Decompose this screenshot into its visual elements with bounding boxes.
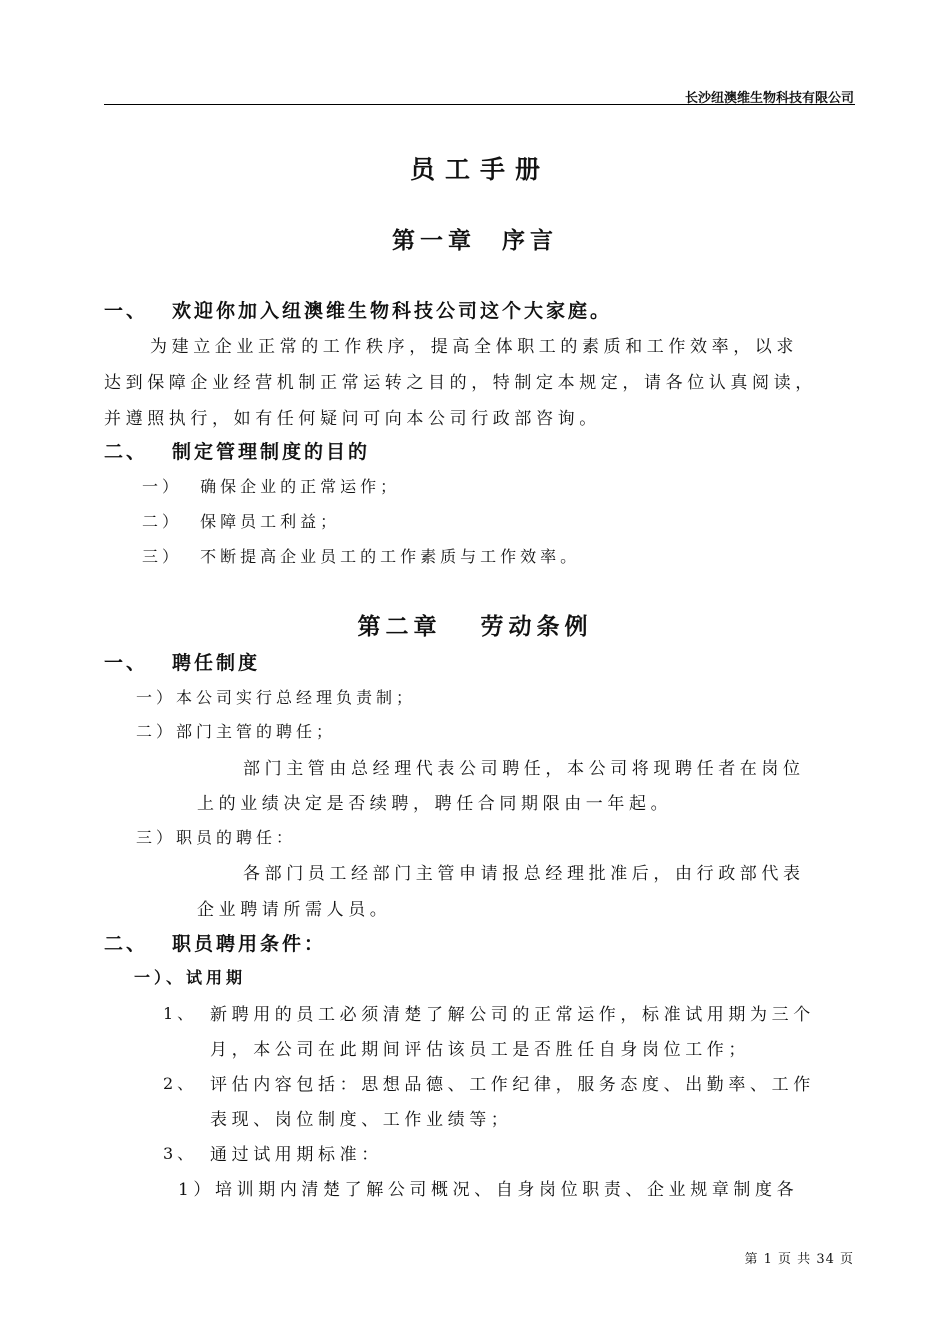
- ch2-section2-number: 二、: [104, 933, 149, 955]
- header-company-name: 长沙纽澳维生物科技有限公司: [684, 91, 854, 106]
- ch2-s2-n3-sub1: 1）培训期内清楚了解公司概况、自身岗位职责、企业规章制度各: [178, 1180, 799, 1200]
- ch1-s1-paragraph-line3: 并遵照执行，如有任何疑问可向本公司行政部咨询。: [104, 409, 601, 429]
- ch1-s2-item1: 一） 确保企业的正常运作；: [142, 477, 401, 496]
- ch2-s1-item2: 二）部门主管的聘任；: [136, 722, 337, 741]
- ch2-s1-item3: 三）职员的聘任：: [136, 828, 297, 847]
- ch2-section1-text: 聘任制度: [172, 652, 261, 674]
- ch2-section2-text: 职员聘用条件：: [172, 933, 327, 955]
- ch1-s2-item3: 三） 不断提高企业员工的工作素质与工作效率。: [142, 547, 581, 566]
- ch2-s2-n2-line2: 表现、岗位制度、工作业绩等；: [210, 1110, 513, 1130]
- ch2-s2-n1-line1: 新聘用的员工必须清楚了解公司的正常运作，标准试用期为三个: [210, 1005, 815, 1025]
- ch2-s2-n1-line2: 月，本公司在此期间评估该员工是否胜任自身岗位工作；: [210, 1040, 750, 1060]
- ch2-s2-subheading-probation: 一）、试用期: [134, 968, 247, 987]
- ch1-s1-paragraph-line2: 达到保障企业经营机制正常运转之目的，特制定本规定，请各位认真阅读，: [104, 373, 817, 393]
- ch2-s1-item1: 一）本公司实行总经理负责制；: [136, 688, 417, 707]
- ch2-s2-n3-line1: 通过试用期标准：: [210, 1145, 383, 1165]
- document-title: 员工手册: [409, 155, 550, 184]
- ch2-section1-heading: [104, 648, 260, 675]
- ch2-s2-n2-number: 2、: [163, 1074, 198, 1093]
- ch2-section1-number: 一、: [104, 652, 149, 674]
- ch1-s1-paragraph-line1: 为建立企业正常的工作秩序，提高全体职工的素质和工作效率，以求: [150, 337, 798, 357]
- ch1-section2-text: 制定管理制度的目的: [172, 441, 371, 463]
- ch2-section2-heading: [104, 929, 326, 956]
- ch2-s1-item3-paragraph-line1: 各部门员工经部门主管申请报总经理批准后，由行政部代表: [243, 864, 805, 884]
- ch2-s2-n2-line1: 评估内容包括：思想品德、工作纪律，服务态度、出勤率、工作: [210, 1075, 815, 1095]
- chapter1-title: 第一章 序言: [391, 227, 558, 254]
- chapter2-title: 第二章 劳动条例: [357, 613, 593, 640]
- ch2-s2-n3-number: 3、: [163, 1144, 198, 1163]
- page-number-footer: 第 1 页 共 34 页: [744, 1252, 854, 1267]
- ch1-section1-text: 欢迎你加入纽澳维生物科技公司这个大家庭。: [172, 300, 613, 322]
- ch2-s1-item2-paragraph-line1: 部门主管由总经理代表公司聘任，本公司将现聘任者在岗位: [243, 759, 805, 779]
- ch2-s1-item3-paragraph-line2: 企业聘请所需人员。: [197, 900, 392, 920]
- ch1-section2-heading: [104, 437, 370, 464]
- ch1-section2-number: 二、: [104, 441, 149, 463]
- ch2-s2-n1-number: 1、: [163, 1004, 198, 1023]
- ch1-s2-item2: 二） 保障员工利益；: [142, 512, 341, 531]
- ch2-s1-item2-paragraph-line2: 上的业绩决定是否续聘，聘任合同期限由一年起。: [197, 794, 673, 814]
- ch1-section1-heading: [104, 296, 612, 323]
- header-rule: [104, 104, 855, 105]
- ch1-section1-number: 一、: [104, 300, 149, 322]
